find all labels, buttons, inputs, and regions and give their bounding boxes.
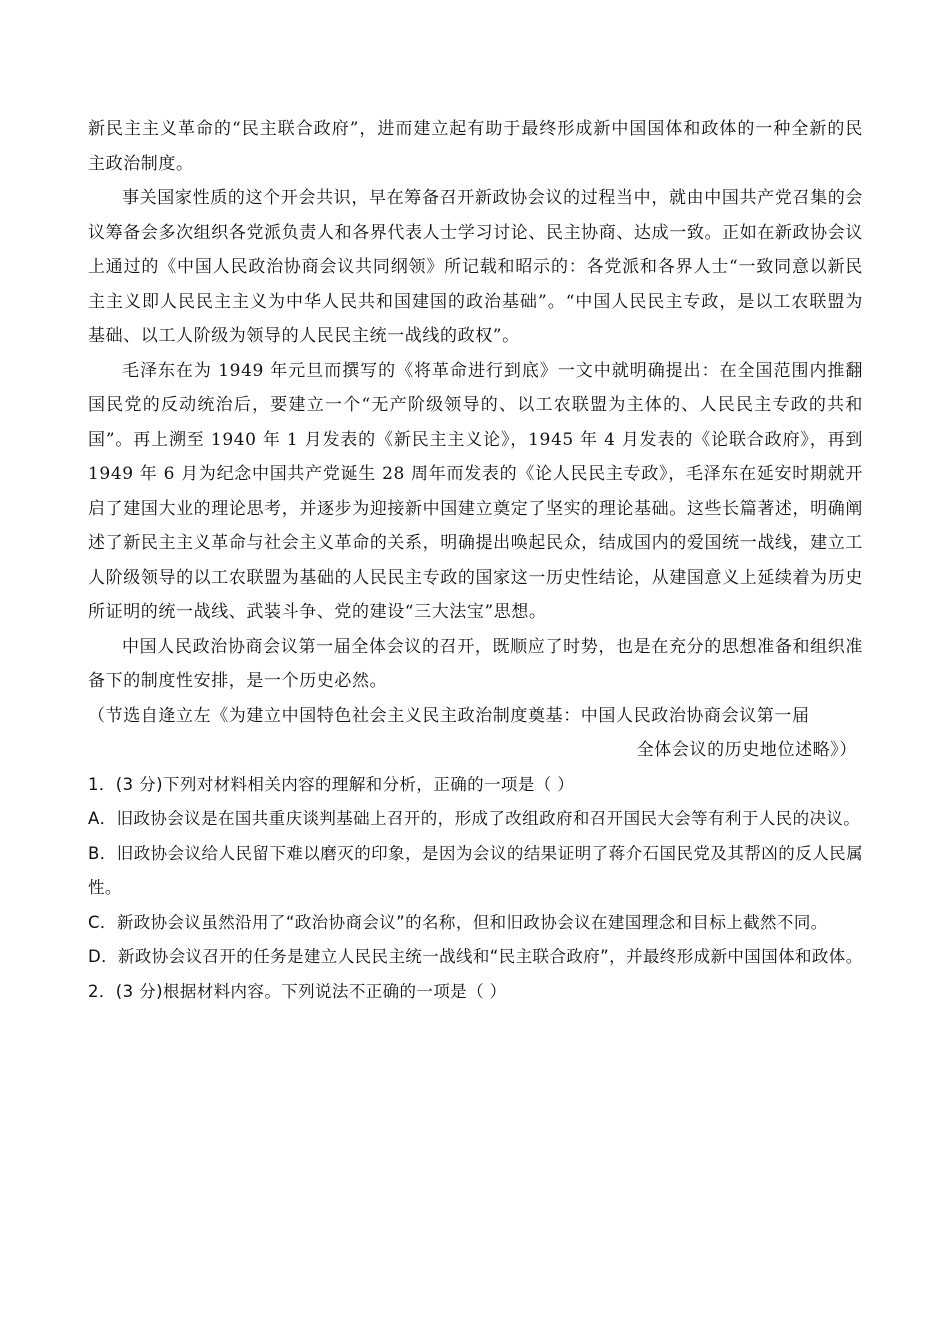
passage-paragraph-3: 毛泽东在为 1949 年元旦而撰写的《将革命进行到底》一文中就明确提出：在全国范围内推翻国民党的反动统治后，要建立一个“无产阶级领导的、以工农联盟为主体的、人民民主专政的共和国”。再上溯至 1940 年 1 月发表的《新民主主义论》，1945 年 4 月发表的《论联合政府》，再到 1949 年 6 月为纪念中国共产党诞生 28 周年而发表的《论人民民主专政》，毛泽东在延安时期就开启了建国大业的理论思考，并逐步为迎接新中国建立奠定了坚实的理论基础。这些长篇著述，明确阐述了新民主主义革命与社会主义革命的关系，明确提出唤起民众，结成国内的爱国统一战线，建立工人阶级领导的以工农联盟为基础的人民民主专政的国家这一历史性结论，从建国意义上延续着为历史所证明的统一战线、武装斗争、党的建设“三大法宝”思想。	[88, 360, 863, 622]
source-citation-line-2: 全体会议的历史地位述略》）	[636, 740, 857, 760]
question-1-option-b: B．旧政协会议给人民留下难以磨灭的印象，是因为会议的结果证明了蒋介石国民党及其帮凶的反人民属性。	[88, 843, 863, 897]
source-citation-line-1: （节选自逄立左《为建立中国特色社会主义民主政治制度奠基：中国人民政治协商会议第一届	[88, 705, 810, 726]
document-content	[88, 112, 863, 1009]
question-1-option-d: D．新政协会议召开的任务是建立人民民主统一战线和“民主联合政府”，并最终形成新中国国体和政体。	[88, 947, 863, 966]
question-1-stem: 1．(3 分)下列对材料相关内容的理解和分析，正确的一项是（ ）	[88, 774, 575, 794]
question-1-option-c: C．新政协会议虽然沿用了“政治协商会议”的名称，但和旧政协会议在建国理念和目标上截然不同。	[88, 912, 828, 932]
passage-paragraph-2: 事关国家性质的这个开会共识，早在筹备召开新政协会议的过程当中，就由中国共产党召集的会议筹备会多次组织各党派负责人和各界代表人士学习讨论、民主协商、达成一致。正如在新政协会议上通过的《中国人民政治协商会议共同纲领》所记载和昭示的：各党派和各界人士“一致同意以新民主主义即人民民主主义为中华人民共和国建国的政治基础”。“中国人民民主专政，是以工农联盟为基础、以工人阶级为领导的人民民主统一战线的政权”。	[88, 188, 863, 346]
question-2-stem: 2．(3 分)根据材料内容。下列说法不正确的一项是（ ）	[88, 981, 507, 1001]
passage-paragraph-4: 中国人民政治协商会议第一届全体会议的召开，既顺应了时势，也是在充分的思想准备和组织准备下的制度性安排，是一个历史必然。	[88, 636, 863, 691]
passage-paragraph-1: 新民主主义革命的“民主联合政府”，进而建立起有助于最终形成新中国国体和政体的一种全新的民主政治制度。	[88, 119, 863, 174]
question-1-option-a: A．旧政协会议是在国共重庆谈判基础上召开的，形成了改组政府和召开国民大会等有利于人民的决议。	[88, 809, 861, 828]
